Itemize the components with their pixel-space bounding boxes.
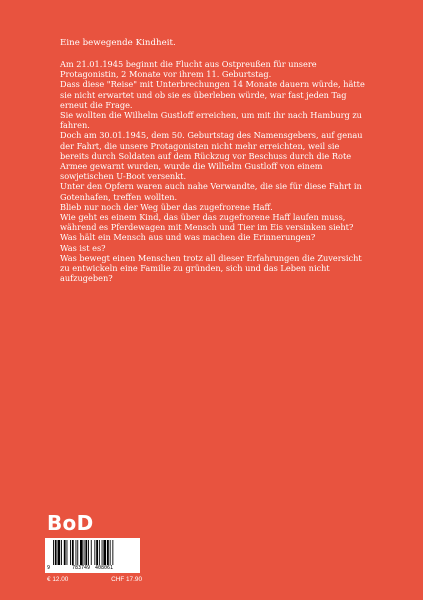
barcode-bar	[112, 540, 113, 565]
blurb-paragraph: Am 21.01.1945 beginnt die Flucht aus Ostpreußen für unsere Protagonistin, 2 Monate vor ihrem 11. Geburtstag.	[60, 59, 317, 80]
barcode-bar	[102, 540, 103, 565]
blurb-paragraph: Was bewegt einen Menschen trotz all dieser Erfahrungen die Zuversicht zu entwickeln eine Familie zu gründen, sich und das Leben nicht aufzugeben?	[60, 252, 362, 284]
barcode-bar	[107, 540, 109, 565]
barcode-bars	[53, 540, 133, 565]
barcode-bar	[96, 540, 98, 565]
publisher-logo: BoD	[47, 511, 94, 535]
barcode-bar	[58, 540, 61, 565]
barcode-lead-digit: 9	[47, 565, 51, 571]
blurb-text	[60, 59, 370, 283]
price-line	[47, 576, 142, 584]
barcode-bar	[61, 540, 62, 565]
blurb-paragraph: Blieb nur noch der Weg über das zugefrorene Haff.	[60, 201, 273, 212]
barcode-bar	[80, 540, 83, 565]
price-eur: € 12.00	[47, 576, 69, 583]
blurb-paragraph: Was ist es?	[60, 242, 106, 253]
barcode-group-right: 408061	[95, 565, 114, 571]
blurb-paragraph: Unter den Opfern waren auch nahe Verwandte, die sie für diese Fahrt in Gotenhafen, treffen wollten.	[60, 181, 362, 202]
price-chf: CHF 17.90	[111, 576, 142, 583]
barcode-bar	[67, 540, 68, 565]
barcode-digits	[45, 565, 140, 571]
barcode-bar	[99, 540, 100, 565]
barcode-bar	[103, 540, 106, 565]
barcode-bar	[88, 540, 89, 565]
barcode-bar	[84, 540, 85, 565]
barcode-bar	[85, 540, 87, 565]
barcode-bar	[76, 540, 77, 565]
blurb-paragraph: Wie geht es einem Kind, das über das zugefrorene Haff laufen muss, während es Pferdewagen mit Mensch und Tier im Eis versinken sieht?	[60, 212, 354, 233]
barcode-bar	[94, 540, 95, 565]
barcode-bar	[91, 540, 92, 565]
barcode-bar	[70, 540, 71, 565]
tagline: Eine bewegende Kindheit.	[60, 38, 176, 48]
blurb-paragraph: Sie wollten die Wilhelm Gustloff erreichen, um mit ihr nach Hamburg zu fahren.	[60, 110, 362, 131]
barcode-group-left: 783749	[71, 565, 90, 571]
barcode-bar	[55, 540, 57, 565]
isbn-barcode	[45, 538, 140, 573]
blurb-paragraph: Was hält ein Mensch aus und was machen die Erinnerungen?	[60, 232, 316, 243]
blurb-paragraph: Dass diese "Reise" mit Unterbrechungen 14 Monate dauern würde, hätte sie nicht erwartet und ob sie es überleben würde, war fast jeden Tag erneut die Frage.	[60, 79, 365, 110]
barcode-bar	[53, 540, 54, 565]
blurb-paragraph: Doch am 30.01.1945, dem 50. Geburtstag des Namensgebers, auf genau der Fahrt, die unsere Protagonisten nicht mehr erreichten, weil sie bereits durch Soldaten auf dem Rückzug vor Beschuss durch die Rote Armee gewarnt wurden, wurde die Wilhelm Gustloff von einem sowjetischen U-Boot versenkt.	[60, 130, 363, 182]
barcode-bar	[110, 540, 111, 565]
barcode-bar	[77, 540, 78, 565]
barcode-bar	[72, 540, 74, 565]
barcode-bar	[64, 540, 66, 565]
